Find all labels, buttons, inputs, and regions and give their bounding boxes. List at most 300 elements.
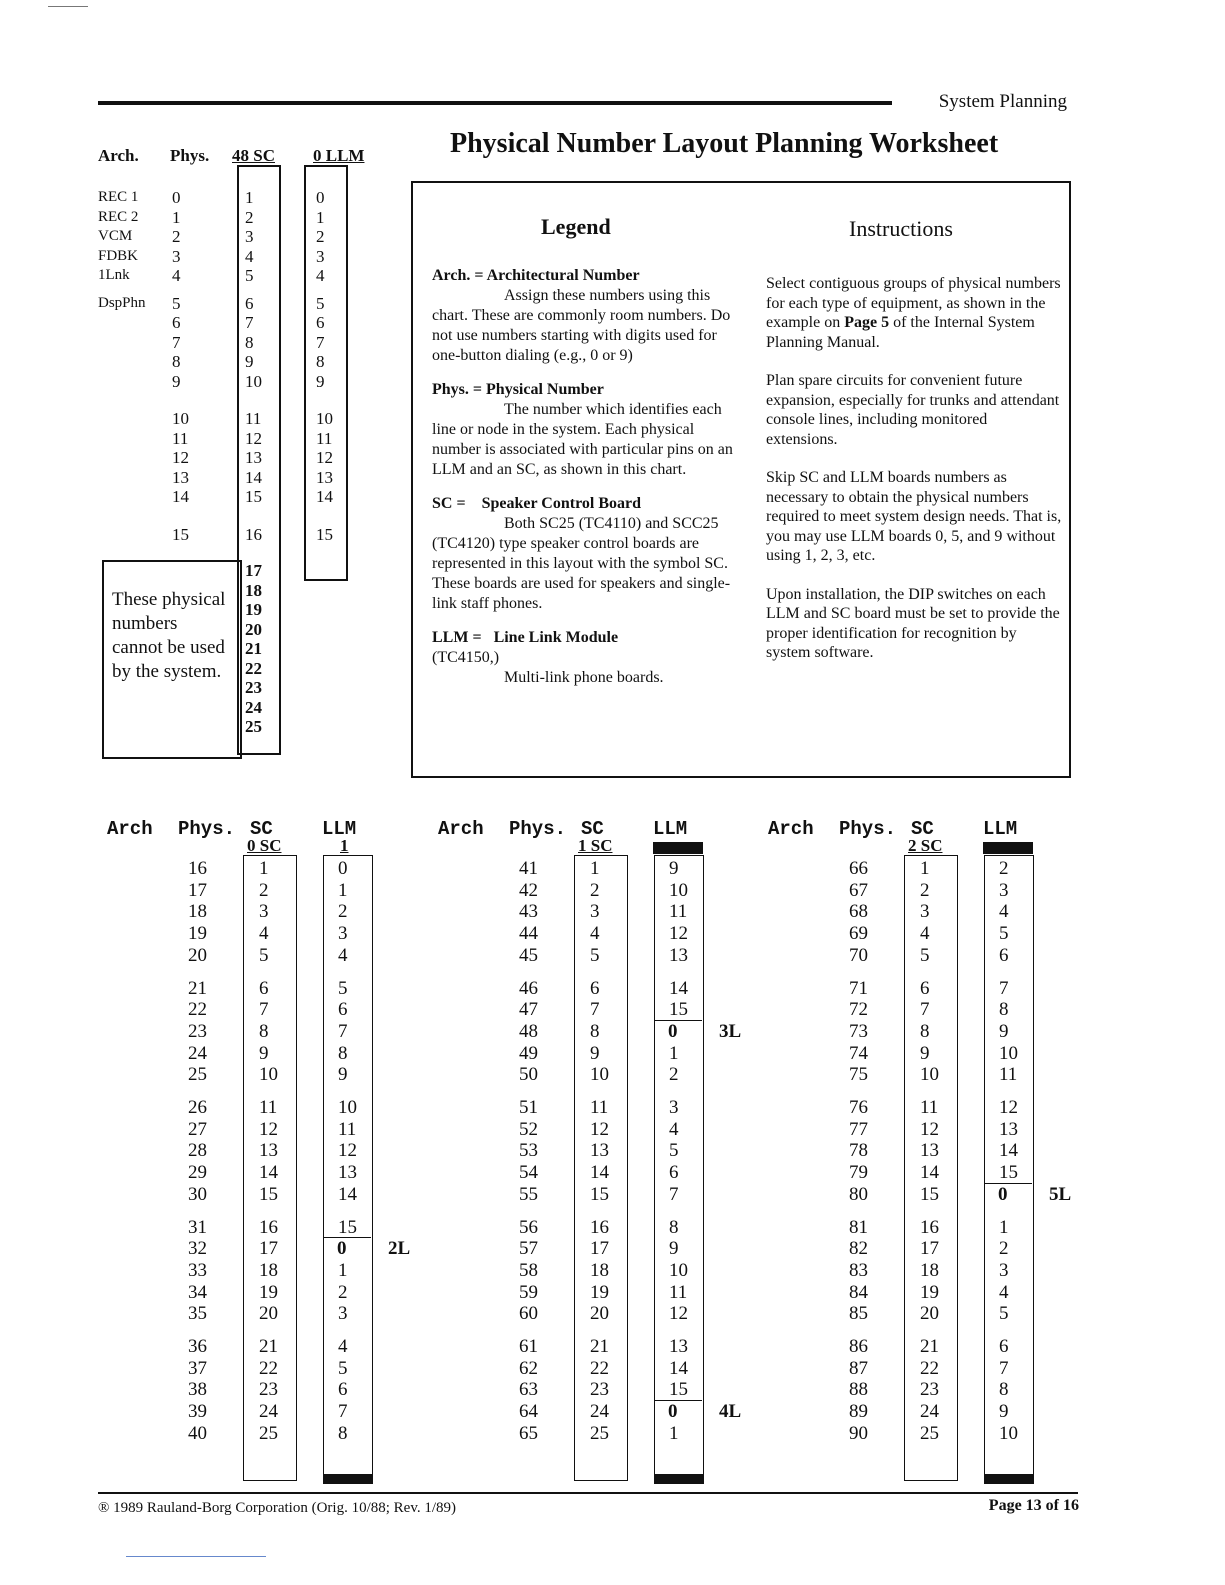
bottom-phys-cell: 64 bbox=[519, 1401, 538, 1423]
bottom-phys-cell: 50 bbox=[519, 1064, 538, 1086]
bottom-sc-cell: 14 bbox=[259, 1162, 278, 1184]
legend-phys-term: Phys. = Physical Number bbox=[432, 381, 604, 398]
top-sc-cell: 3 bbox=[245, 227, 254, 246]
bottom-llm-cell: 8 bbox=[338, 1422, 348, 1444]
bottom-sc-cell: 12 bbox=[590, 1118, 609, 1140]
bottom-sc-cell: 23 bbox=[259, 1379, 278, 1401]
bottom-llm-cell: 11 bbox=[999, 1064, 1018, 1086]
bottom-llm-cell: 6 bbox=[999, 1336, 1009, 1357]
corner-mark bbox=[48, 6, 88, 7]
bottom-llm-cell: 8 bbox=[999, 1379, 1009, 1401]
bottom-phys-cell: 48 bbox=[519, 1020, 538, 1042]
bottom-llm-cell: 13 bbox=[999, 1118, 1018, 1140]
bottom-phys-cell: 72 bbox=[849, 999, 868, 1021]
bottom-phys-cell: 47 bbox=[519, 999, 538, 1021]
bottom-sc-cell: 9 bbox=[920, 1042, 930, 1064]
bottom-llm-cell: 10 bbox=[999, 1422, 1018, 1444]
bottom-phys-cell: 19 bbox=[188, 923, 207, 945]
bottom-phys-cell: 69 bbox=[849, 923, 868, 945]
bottom-llm-board-cap bbox=[983, 842, 1033, 854]
top-unused-sc-cell: 25 bbox=[245, 717, 262, 736]
bottom-llm-end-cap bbox=[984, 1474, 1034, 1484]
bottom-sc-cell: 4 bbox=[590, 923, 600, 945]
bottom-llm-cell: 4 bbox=[338, 944, 348, 966]
instructions-p1: Select contiguous groups of physical numbers for each type of equipment, as shown in the example on Page 5 of the Internal System Planning Manual. bbox=[766, 275, 1061, 351]
bottom-phys-cell: 75 bbox=[849, 1064, 868, 1086]
bottom-phys-cell: 70 bbox=[849, 944, 868, 966]
top-llm-cell: 14 bbox=[316, 487, 333, 506]
bottom-sc-cell: 13 bbox=[590, 1140, 609, 1162]
bottom-llm-cell: 3 bbox=[338, 923, 348, 945]
bottom-sc-cell: 21 bbox=[590, 1336, 609, 1357]
bottom-sc-cell: 21 bbox=[920, 1336, 939, 1357]
top-sc-cell: 4 bbox=[245, 246, 254, 266]
top-phys-cell: 13 bbox=[172, 467, 189, 487]
bottom-sc-cell: 9 bbox=[590, 1042, 600, 1064]
legend-arch-term: Arch. = Architectural Number bbox=[432, 267, 640, 284]
top-header-sc: 48 SC bbox=[232, 146, 275, 165]
bottom-phys-cell: 21 bbox=[188, 977, 207, 999]
bottom-sc-cell: 13 bbox=[920, 1140, 939, 1162]
instructions-p2: Plan spare circuits for convenient future expansion, especially for trunks and attendant console lines, including monitored extensions. bbox=[766, 372, 1060, 448]
bottom-llm-cell: 12 bbox=[999, 1097, 1018, 1118]
bottom-sc-cell: 16 bbox=[259, 1216, 278, 1238]
top-llm-cell: 7 bbox=[316, 332, 325, 352]
bottom-phys-cell: 40 bbox=[188, 1422, 207, 1444]
bottom-header-arch: Arch bbox=[438, 818, 484, 840]
bottom-phys-cell: 77 bbox=[849, 1118, 868, 1140]
instructions-body bbox=[766, 274, 1062, 682]
bottom-phys-cell: 83 bbox=[849, 1259, 868, 1281]
bottom-llm-cell: 8 bbox=[999, 999, 1009, 1021]
copyright: ® 1989 Rauland-Borg Corporation (Orig. 10/88; Rev. 1/89) bbox=[98, 1500, 457, 1516]
bottom-sc-cell: 11 bbox=[259, 1097, 278, 1118]
top-phys-cell: 15 bbox=[172, 524, 189, 544]
bottom-sc-cell: 5 bbox=[920, 944, 930, 966]
legend-llm-term: LLM = bbox=[432, 629, 482, 646]
bottom-phys-cell: 43 bbox=[519, 901, 538, 923]
bottom-phys-cell: 68 bbox=[849, 901, 868, 923]
top-phys-cell: 5 bbox=[172, 293, 181, 313]
legend-arch-text: Assign these numbers using this chart. These are commonly room numbers. Do not use numbers starting with digits used for one-button dialing (e.g., 0 or 9) bbox=[432, 287, 731, 364]
bottom-llm-cell: 11 bbox=[338, 1118, 357, 1140]
bottom-phys-cell: 79 bbox=[849, 1162, 868, 1184]
bottom-phys-cell: 17 bbox=[188, 879, 207, 901]
bottom-phys-cell: 26 bbox=[188, 1097, 207, 1118]
bottom-llm-end-cap bbox=[654, 1474, 704, 1484]
bottom-phys-cell: 51 bbox=[519, 1097, 538, 1118]
bottom-sc-cell: 10 bbox=[920, 1064, 939, 1086]
top-unused-sc-cell: 20 bbox=[245, 619, 262, 639]
bottom-sc-cell: 10 bbox=[590, 1064, 609, 1086]
bottom-llm-cell: 6 bbox=[999, 944, 1009, 966]
bottom-llm-cell: 2 bbox=[999, 1238, 1009, 1260]
bottom-phys-cell: 88 bbox=[849, 1379, 868, 1401]
bottom-phys-cell: 36 bbox=[188, 1336, 207, 1357]
bottom-phys-cell: 16 bbox=[188, 858, 207, 879]
unusable-note: These physical numbers cannot be used by the system. bbox=[112, 589, 226, 682]
legend-sc bbox=[432, 494, 737, 614]
bottom-llm-cell: 13 bbox=[669, 1336, 688, 1357]
top-unused-sc-cell: 18 bbox=[245, 580, 262, 600]
bottom-phys-cell: 84 bbox=[849, 1281, 868, 1303]
bottom-llm-cell: 7 bbox=[999, 1357, 1009, 1379]
top-unused-sc-cell: 17 bbox=[245, 561, 262, 580]
bottom-sc-cell: 6 bbox=[920, 977, 930, 999]
top-phys-cell: 4 bbox=[172, 266, 181, 285]
bottom-llm-cell: 4 bbox=[338, 1336, 348, 1357]
bottom-header-phys: Phys. bbox=[839, 818, 897, 840]
bottom-sc-cell: 19 bbox=[590, 1281, 609, 1303]
bottom-phys-cell: 46 bbox=[519, 977, 538, 999]
bottom-llm-cell: 12 bbox=[669, 923, 688, 945]
bottom-sc-cell: 11 bbox=[920, 1097, 939, 1118]
instructions-p3: Skip SC and LLM boards numbers as necessary to obtain the physical numbers required to meet system design needs. That is, you may use LLM boards 0, 5, and 9 without using 1, 2, 3, etc. bbox=[766, 469, 1062, 564]
bottom-llm-cell: 5 bbox=[669, 1140, 679, 1162]
bottom-llm-board-cap bbox=[653, 842, 703, 854]
legend-arch bbox=[432, 266, 737, 366]
top-sc-cell: 6 bbox=[245, 293, 254, 313]
bottom-sc-cell: 25 bbox=[590, 1422, 609, 1444]
bottom-sc-cell: 8 bbox=[920, 1020, 930, 1042]
bottom-header-llm: LLM bbox=[653, 818, 688, 840]
bottom-llm-cell: 2 bbox=[338, 901, 348, 923]
section-label: System Planning bbox=[938, 91, 1067, 112]
bottom-header-phys: Phys. bbox=[178, 818, 236, 840]
bottom-llm-cell: 5 bbox=[999, 1303, 1009, 1325]
top-llm-cell: 8 bbox=[316, 352, 325, 371]
bottom-phys-cell: 61 bbox=[519, 1336, 538, 1357]
top-header-arch: Arch. bbox=[98, 146, 139, 165]
bottom-llm-cell: 5 bbox=[338, 977, 348, 999]
bottom-phys-cell: 28 bbox=[188, 1140, 207, 1162]
bottom-sc-cell: 6 bbox=[259, 977, 269, 999]
bottom-sc-cell: 23 bbox=[590, 1379, 609, 1401]
bottom-sc-cell: 19 bbox=[920, 1281, 939, 1303]
bottom-header-sc: SC bbox=[911, 818, 934, 840]
top-header-llm: 0 LLM bbox=[313, 146, 365, 165]
bottom-sc-cell: 4 bbox=[920, 923, 930, 945]
bottom-llm-cell: 10 bbox=[338, 1097, 357, 1118]
bottom-llm-cell: 4 bbox=[999, 901, 1009, 923]
legend-phys bbox=[432, 380, 737, 480]
top-sc-cell: 11 bbox=[245, 409, 262, 428]
footer-rule bbox=[98, 1492, 1078, 1494]
bottom-phys-cell: 29 bbox=[188, 1162, 207, 1184]
bottom-phys-cell: 55 bbox=[519, 1183, 538, 1205]
bottom-llm-cell: 11 bbox=[669, 1281, 688, 1303]
top-arch-cell: FDBK bbox=[98, 247, 139, 264]
bottom-sc-cell: 24 bbox=[920, 1401, 939, 1423]
bottom-llm-cell: 2 bbox=[669, 1064, 679, 1086]
bottom-llm-cell: 5 bbox=[999, 923, 1009, 945]
top-llm-cell: 5 bbox=[316, 293, 325, 313]
bottom-phys-cell: 42 bbox=[519, 879, 538, 901]
bottom-header-llm: LLM bbox=[322, 818, 357, 840]
bottom-llm-cell: 14 bbox=[669, 1357, 688, 1379]
top-llm-cell: 2 bbox=[316, 227, 325, 246]
bottom-sc-cell: 15 bbox=[920, 1183, 939, 1205]
bottom-llm-cell: 1 bbox=[669, 1422, 679, 1444]
top-unused-sc-cell: 24 bbox=[245, 697, 262, 717]
bottom-phys-cell: 81 bbox=[849, 1216, 868, 1238]
top-phys-cell: 9 bbox=[172, 371, 181, 391]
bottom-llm-board-label: 1 bbox=[340, 836, 349, 855]
bottom-sc-cell: 7 bbox=[920, 999, 930, 1021]
bottom-llm-cell: 15 bbox=[999, 1162, 1018, 1184]
bottom-phys-cell: 23 bbox=[188, 1020, 207, 1042]
bottom-header-sc: SC bbox=[581, 818, 604, 840]
bottom-sc-cell: 6 bbox=[590, 977, 600, 999]
bottom-llm-cell: 9 bbox=[669, 858, 679, 879]
bottom-sc-cell: 2 bbox=[259, 879, 269, 901]
bottom-sc-cell: 17 bbox=[920, 1238, 939, 1260]
bottom-phys-cell: 85 bbox=[849, 1303, 868, 1325]
bottom-phys-cell: 31 bbox=[188, 1216, 207, 1238]
bottom-llm-cell: 1 bbox=[338, 879, 348, 901]
bottom-sc-cell: 18 bbox=[920, 1259, 939, 1281]
top-sc-cell: 13 bbox=[245, 448, 262, 467]
bottom-llm-cell: 4 bbox=[999, 1281, 1009, 1303]
bottom-phys-cell: 52 bbox=[519, 1118, 538, 1140]
bottom-llm-cell: 14 bbox=[338, 1183, 357, 1205]
bottom-sc-cell: 18 bbox=[590, 1259, 609, 1281]
bottom-sc-cell: 18 bbox=[259, 1259, 278, 1281]
bottom-phys-cell: 20 bbox=[188, 944, 207, 966]
bottom-header-phys: Phys. bbox=[509, 818, 567, 840]
legend-sc-term: SC = bbox=[432, 495, 466, 512]
bottom-phys-cell: 57 bbox=[519, 1238, 538, 1260]
bottom-llm-cell: 2 bbox=[338, 1281, 348, 1303]
bottom-sc-cell: 13 bbox=[259, 1140, 278, 1162]
bottom-sc-board-label: 0 SC bbox=[247, 836, 282, 855]
bottom-llm-cell: 6 bbox=[338, 1379, 348, 1401]
top-phys-cell: 8 bbox=[172, 352, 181, 371]
bottom-sc-cell: 9 bbox=[259, 1042, 269, 1064]
bottom-sc-cell: 21 bbox=[259, 1336, 278, 1357]
bottom-phys-cell: 27 bbox=[188, 1118, 207, 1140]
top-llm-cell: 3 bbox=[316, 246, 325, 266]
bottom-llm-cell: 2 bbox=[999, 858, 1009, 879]
bottom-phys-cell: 66 bbox=[849, 858, 868, 879]
top-llm-cell: 1 bbox=[316, 207, 325, 227]
top-phys-cell: 10 bbox=[172, 409, 189, 428]
bottom-llm-cell: 12 bbox=[338, 1140, 357, 1162]
bottom-llm-cell: 14 bbox=[999, 1140, 1018, 1162]
top-arch-cell: DspPhn bbox=[98, 294, 146, 311]
bottom-phys-cell: 45 bbox=[519, 944, 538, 966]
bottom-phys-cell: 86 bbox=[849, 1336, 868, 1357]
bottom-llm-cell: 3 bbox=[338, 1303, 348, 1325]
bottom-phys-cell: 25 bbox=[188, 1064, 207, 1086]
bottom-llm-cell: 9 bbox=[999, 1020, 1009, 1042]
board-start-label: 5L bbox=[1049, 1183, 1072, 1205]
top-llm-cell: 6 bbox=[316, 313, 325, 332]
top-llm-cell: 15 bbox=[316, 524, 333, 544]
top-phys-cell: 12 bbox=[172, 448, 189, 467]
board-start-label: 3L bbox=[719, 1020, 742, 1042]
bottom-phys-cell: 62 bbox=[519, 1357, 538, 1379]
bottom-phys-cell: 24 bbox=[188, 1042, 207, 1064]
bottom-phys-cell: 73 bbox=[849, 1020, 868, 1042]
top-phys-cell: 6 bbox=[172, 313, 181, 332]
header-rule bbox=[98, 101, 892, 105]
bottom-sc-board-label: 2 SC bbox=[908, 836, 943, 855]
bottom-sc-cell: 5 bbox=[590, 944, 600, 966]
bottom-llm-cell: 4 bbox=[669, 1118, 679, 1140]
bottom-sc-cell: 3 bbox=[590, 901, 600, 923]
bottom-phys-cell: 37 bbox=[188, 1357, 207, 1379]
bottom-phys-cell: 38 bbox=[188, 1379, 207, 1401]
bottom-sc-cell: 15 bbox=[590, 1183, 609, 1205]
bottom-sc-cell: 25 bbox=[920, 1422, 939, 1444]
top-llm-cell: 12 bbox=[316, 448, 333, 467]
bottom-llm-cell: 10 bbox=[669, 1259, 688, 1281]
bottom-sc-cell: 25 bbox=[259, 1422, 278, 1444]
bottom-phys-cell: 89 bbox=[849, 1401, 868, 1423]
bottom-llm-end-cap bbox=[323, 1474, 373, 1484]
top-arch-cell: VCM bbox=[98, 228, 133, 244]
bottom-phys-cell: 67 bbox=[849, 879, 868, 901]
bottom-sc-cell: 20 bbox=[920, 1303, 939, 1325]
board-boundary-line bbox=[323, 1237, 371, 1238]
top-sc-cell: 9 bbox=[245, 352, 254, 371]
page-title: Physical Number Layout Planning Worksheet bbox=[450, 128, 999, 159]
top-sc-cell: 1 bbox=[245, 188, 254, 207]
bottom-link-line bbox=[126, 1556, 266, 1557]
top-unused-sc-cell: 21 bbox=[245, 639, 262, 658]
bottom-sc-cell: 20 bbox=[590, 1303, 609, 1325]
bottom-llm-cell: 6 bbox=[669, 1162, 679, 1184]
instructions-heading: Instructions bbox=[849, 216, 953, 241]
bottom-llm-cell: 0 bbox=[337, 1238, 347, 1260]
bottom-llm-cell: 13 bbox=[669, 944, 688, 966]
bottom-sc-cell: 14 bbox=[590, 1162, 609, 1184]
legend-llm bbox=[432, 628, 737, 688]
bottom-sc-cell: 7 bbox=[590, 999, 600, 1021]
bottom-sc-cell: 2 bbox=[920, 879, 930, 901]
bottom-sc-cell: 15 bbox=[259, 1183, 278, 1205]
bottom-phys-cell: 58 bbox=[519, 1259, 538, 1281]
bottom-phys-cell: 44 bbox=[519, 923, 538, 945]
legend-sc-text: Both SC25 (TC4110) and SCC25 (TC4120) type speaker control boards are represented in this layout with the symbol SC. These boards are used for speakers and single-link staff phones. bbox=[432, 515, 731, 612]
top-sc-cell: 2 bbox=[245, 207, 254, 227]
bottom-llm-cell: 0 bbox=[668, 1020, 678, 1042]
top-phys-cell: 0 bbox=[172, 188, 181, 207]
bottom-sc-cell: 12 bbox=[920, 1118, 939, 1140]
bottom-sc-cell: 8 bbox=[590, 1020, 600, 1042]
bottom-llm-cell: 9 bbox=[999, 1401, 1009, 1423]
top-arch-cell: REC 1 bbox=[98, 189, 139, 205]
bottom-llm-cell: 10 bbox=[999, 1042, 1018, 1064]
top-header-phys: Phys. bbox=[170, 146, 210, 165]
bottom-sc-cell: 22 bbox=[590, 1357, 609, 1379]
bottom-llm-cell: 12 bbox=[669, 1303, 688, 1325]
bottom-sc-cell: 1 bbox=[590, 858, 600, 879]
bottom-sc-board-label: 1 SC bbox=[578, 836, 613, 855]
bottom-llm-cell: 8 bbox=[338, 1042, 348, 1064]
bottom-llm-cell: 9 bbox=[669, 1238, 679, 1260]
top-sc-cell: 14 bbox=[245, 467, 262, 487]
bottom-llm-cell: 10 bbox=[669, 879, 688, 901]
bottom-sc-cell: 22 bbox=[259, 1357, 278, 1379]
board-start-label: 4L bbox=[719, 1401, 742, 1423]
bottom-phys-cell: 49 bbox=[519, 1042, 538, 1064]
bottom-llm-cell: 15 bbox=[669, 1379, 688, 1401]
board-boundary-line bbox=[654, 1020, 702, 1021]
bottom-phys-cell: 80 bbox=[849, 1183, 868, 1205]
legend-llm-name: Line Link Module bbox=[493, 629, 619, 646]
bottom-llm-cell: 15 bbox=[338, 1216, 357, 1238]
bottom-llm-cell: 7 bbox=[669, 1183, 679, 1205]
bottom-header-arch: Arch bbox=[107, 818, 153, 840]
bottom-llm-cell: 3 bbox=[999, 879, 1009, 901]
legend-heading: Legend bbox=[541, 214, 611, 239]
bottom-header-llm: LLM bbox=[983, 818, 1018, 840]
bottom-phys-cell: 39 bbox=[188, 1401, 207, 1423]
bottom-header-sc: SC bbox=[250, 818, 273, 840]
bottom-sc-cell: 5 bbox=[259, 944, 269, 966]
board-boundary-line bbox=[984, 1183, 1032, 1184]
top-llm-cell: 9 bbox=[316, 371, 325, 391]
bottom-llm-cell: 14 bbox=[669, 977, 688, 999]
bottom-sc-cell: 1 bbox=[920, 858, 930, 879]
bottom-phys-cell: 34 bbox=[188, 1281, 207, 1303]
bottom-phys-cell: 71 bbox=[849, 977, 868, 999]
bottom-llm-cell: 5 bbox=[338, 1357, 348, 1379]
bottom-phys-cell: 56 bbox=[519, 1216, 538, 1238]
bottom-llm-cell: 0 bbox=[998, 1183, 1008, 1205]
bottom-header-arch: Arch bbox=[768, 818, 814, 840]
bottom-phys-cell: 41 bbox=[519, 858, 538, 879]
bottom-llm-cell: 3 bbox=[669, 1097, 679, 1118]
top-phys-cell: 14 bbox=[172, 487, 189, 506]
bottom-llm-cell: 13 bbox=[338, 1162, 357, 1184]
top-phys-cell: 11 bbox=[172, 428, 189, 448]
bottom-sc-cell: 16 bbox=[920, 1216, 939, 1238]
bottom-llm-cell: 15 bbox=[669, 999, 688, 1021]
bottom-llm-cell: 8 bbox=[669, 1216, 679, 1238]
top-phys-cell: 2 bbox=[172, 227, 181, 246]
bottom-sc-cell: 22 bbox=[920, 1357, 939, 1379]
bottom-phys-cell: 74 bbox=[849, 1042, 868, 1064]
bottom-sc-cell: 4 bbox=[259, 923, 269, 945]
bottom-phys-cell: 59 bbox=[519, 1281, 538, 1303]
top-arch-cell: 1Lnk bbox=[98, 267, 130, 283]
bottom-sc-cell: 3 bbox=[920, 901, 930, 923]
legend-sc-name: Speaker Control Board bbox=[481, 495, 641, 512]
instructions-p4: Upon installation, the DIP switches on each LLM and SC board must be set to provide the proper identification for recognition by system software. bbox=[766, 585, 1060, 661]
bottom-phys-cell: 87 bbox=[849, 1357, 868, 1379]
bottom-llm-cell: 11 bbox=[669, 901, 688, 923]
legend-llm-model: (TC4150,) bbox=[432, 649, 500, 666]
bottom-phys-cell: 32 bbox=[188, 1238, 207, 1260]
legend-body bbox=[432, 266, 737, 702]
top-phys-cell: 7 bbox=[172, 332, 181, 352]
bottom-sc-cell: 23 bbox=[920, 1379, 939, 1401]
top-llm-cell: 0 bbox=[316, 188, 325, 207]
top-sc-cell: 12 bbox=[245, 428, 262, 448]
bottom-sc-cell: 2 bbox=[590, 879, 600, 901]
bottom-sc-cell: 16 bbox=[590, 1216, 609, 1238]
bottom-phys-cell: 35 bbox=[188, 1303, 207, 1325]
bottom-llm-cell: 1 bbox=[999, 1216, 1009, 1238]
top-unused-sc-cell: 19 bbox=[245, 600, 262, 619]
bottom-phys-cell: 53 bbox=[519, 1140, 538, 1162]
board-boundary-line bbox=[654, 1400, 702, 1401]
bottom-sc-cell: 12 bbox=[259, 1118, 278, 1140]
top-phys-cell: 3 bbox=[172, 246, 181, 266]
